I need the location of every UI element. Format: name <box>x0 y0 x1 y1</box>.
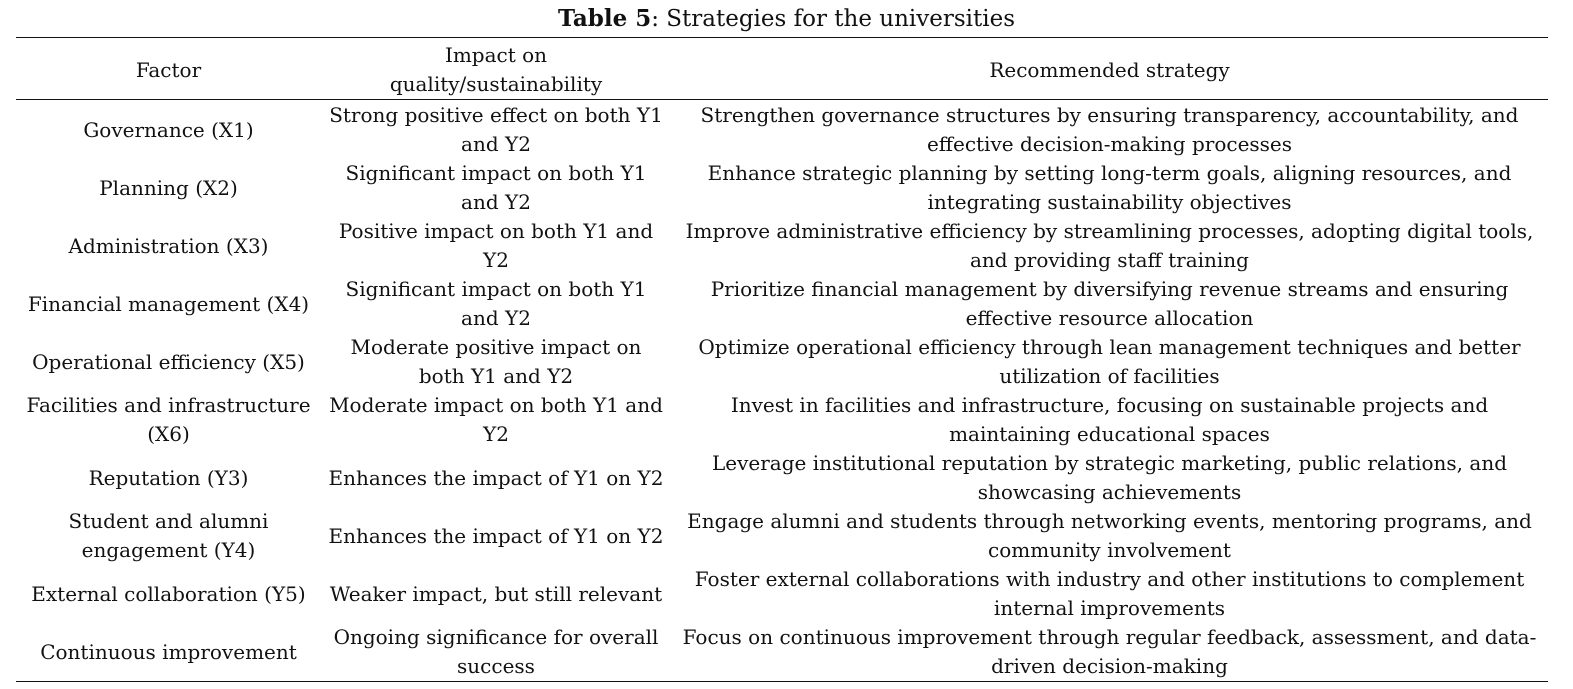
table-row <box>16 100 1548 160</box>
table-caption-text: : Strategies for the universities <box>651 6 1016 32</box>
factor-cell: Operational efficiency (X5) <box>32 349 305 374</box>
header-impact-line1: Impact on <box>444 43 548 67</box>
impact-cell: Significant impact on both Y1 and Y2 <box>345 277 647 330</box>
impact-cell: Significant impact on both Y1 and Y2 <box>345 161 647 214</box>
strategy-cell: Invest in facilities and infrastructure, focusing on sustainable projects and maintaining educational spaces <box>730 393 1489 446</box>
table-header <box>16 38 1548 100</box>
factor-cell: Facilities and infrastructure (X6) <box>26 393 311 446</box>
strategy-cell: Optimize operational efficiency through lean management techniques and better utilization of facilities <box>698 335 1521 388</box>
strategy-cell: Engage alumni and students through networking events, mentoring programs, and community involvement <box>687 509 1532 562</box>
strategy-cell: Enhance strategic planning by setting long-term goals, aligning resources, and integrating sustainability objectives <box>707 161 1512 214</box>
strategies-table <box>16 37 1548 682</box>
table-body <box>16 100 1548 682</box>
table-row <box>16 217 1548 275</box>
strategy-cell: Strengthen governance structures by ensuring transparency, accountability, and effective decision-making processes <box>700 103 1519 156</box>
strategy-cell: Foster external collaborations with industry and other institutions to complement internal improvements <box>694 567 1525 620</box>
table-row <box>16 391 1548 449</box>
impact-cell: Enhances the impact of Y1 on Y2 <box>328 465 664 490</box>
table-row <box>16 565 1548 623</box>
impact-cell: Ongoing significance for overall success <box>333 625 659 678</box>
factor-cell: Financial management (X4) <box>27 291 310 316</box>
header-impact-line2: quality/sustainability <box>389 72 603 96</box>
impact-cell: Moderate impact on both Y1 and Y2 <box>329 393 663 446</box>
table-caption-label: Table 5 <box>557 5 652 32</box>
strategy-cell: Leverage institutional reputation by strategic marketing, public relations, and showcasing achievements <box>711 451 1508 504</box>
table-row <box>16 507 1548 565</box>
factor-cell: Governance (X1) <box>83 117 254 142</box>
header-strategy: Recommended strategy <box>989 57 1230 82</box>
header-factor: Factor <box>135 57 202 82</box>
strategy-cell: Focus on continuous improvement through regular feedback, assessment, and data-driven decision-making <box>682 625 1537 678</box>
factor-cell: External collaboration (Y5) <box>31 581 306 606</box>
impact-cell: Strong positive effect on both Y1 and Y2 <box>329 103 663 156</box>
impact-cell: Moderate positive impact on both Y1 and Y2 <box>350 335 642 388</box>
strategy-cell: Improve administrative efficiency by streamlining processes, adopting digital tools, and providing staff training <box>685 219 1534 272</box>
table-caption <box>0 4 1573 34</box>
table-row <box>16 623 1548 682</box>
factor-cell: Student and alumni engagement (Y4) <box>68 509 269 562</box>
table-row <box>16 333 1548 391</box>
strategy-cell: Prioritize financial management by diversifying revenue streams and ensuring effective resource allocation <box>710 277 1509 330</box>
table-row <box>16 159 1548 217</box>
header-impact <box>321 38 671 100</box>
factor-cell: Planning (X2) <box>99 175 238 200</box>
table-row <box>16 275 1548 333</box>
factor-cell: Reputation (Y3) <box>88 465 249 490</box>
header-row <box>16 38 1548 100</box>
impact-cell: Enhances the impact of Y1 on Y2 <box>328 523 664 548</box>
factor-cell: Continuous improvement <box>40 639 297 664</box>
impact-cell: Weaker impact, but still relevant <box>329 581 663 606</box>
factor-cell: Administration (X3) <box>68 233 269 258</box>
impact-cell: Positive impact on both Y1 and Y2 <box>338 219 654 272</box>
table-row <box>16 449 1548 507</box>
